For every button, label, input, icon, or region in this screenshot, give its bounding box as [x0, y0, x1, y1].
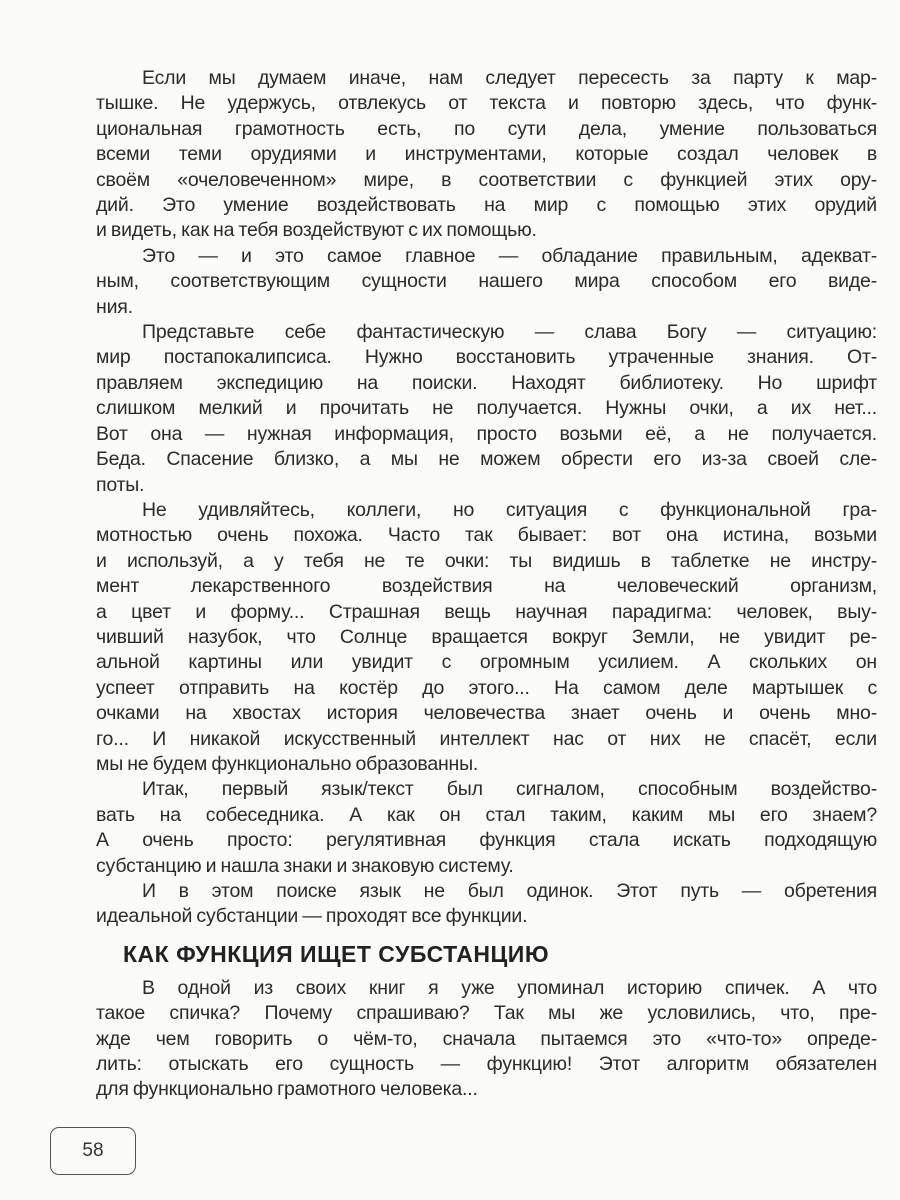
- text-line: и видеть, как на тебя воздействуют с их помощью.: [96, 219, 537, 242]
- text-line: правляем экспедицию на поиски. Находят библиотеку. Но шрифт: [96, 371, 877, 394]
- text-line: чивший назубок, что Солнце вращается вокруг Земли, не увидит ре-: [96, 625, 877, 648]
- text-line: мир постапокалипсиса. Нужно восстановить утраченные знания. От-: [96, 346, 877, 369]
- paragraph: [96, 320, 877, 498]
- text-line: для функционально грамотного человека...: [96, 1078, 478, 1101]
- text-line: Вот она — нужная информация, просто возьми её, а не получается.: [96, 422, 877, 445]
- text-line: такое спичка? Почему спрашиваю? Так мы же условились, что, пре-: [96, 1002, 877, 1025]
- text-line: дий. Это умение воздействовать на мир с помощью этих орудий: [96, 194, 877, 217]
- text-line: мотностью очень похожа. Часто так бывает: вот она истина, возьми: [96, 524, 877, 547]
- paragraph: [96, 66, 877, 244]
- text-line: своём «очеловеченном» мире, в соответствии с функцией этих ору-: [96, 168, 877, 191]
- text-line: всеми теми орудиями и инструментами, которые создал человек в: [96, 143, 877, 166]
- text-line: Это — и это самое главное — обладание правильным, адекват-: [142, 244, 877, 267]
- text-line: ния.: [96, 295, 133, 318]
- paragraph: [96, 879, 877, 930]
- paragraph: [96, 244, 877, 320]
- text-line: Итак, первый язык/текст был сигналом, способным воздейство-: [142, 778, 877, 801]
- paragraph: [96, 777, 877, 879]
- text-line: успеет отправить на костёр до этого... На самом деле мартышек с: [96, 676, 877, 699]
- text-line: поты.: [96, 473, 145, 496]
- text-line: Не удивляйтесь, коллеги, но ситуация с функциональной гра-: [142, 498, 877, 521]
- text-line: тышке. Не удержусь, отвлекусь от текста и повторю здесь, что функ-: [96, 92, 877, 115]
- page-content: [96, 66, 877, 1103]
- text-line: субстанцию и нашла знаки и знаковую систему.: [96, 854, 514, 877]
- text-line: и используй, а у тебя не те очки: ты видишь в таблетке не инстру-: [96, 549, 877, 572]
- text-line: жде чем говорить о чём-то, сначала пытаемся это «что-то» опреде-: [96, 1027, 877, 1050]
- text-line: И в этом поиске язык не был одинок. Этот путь — обретения: [142, 880, 877, 902]
- text-line: альной картины или увидит с огромным усилием. А скольких он: [96, 651, 877, 674]
- body-text: [96, 66, 877, 930]
- text-line: мы не будем функционально образованны.: [96, 752, 479, 775]
- text-line: очками на хвостах история человечества знает очень и очень мно-: [96, 702, 877, 725]
- text-line: го... И никакой искусственный интеллект нас от них не спасёт, если: [96, 727, 877, 750]
- text-line: А очень просто: регулятивная функция стала искать подходящую: [96, 829, 877, 852]
- section-text: [96, 976, 877, 1103]
- text-line: ным, соответствующим сущности нашего мира способом его виде-: [96, 270, 877, 293]
- text-line: лить: отыскать его сущность — функцию! Этот алгоритм обязателен: [96, 1053, 877, 1076]
- paragraph: [96, 976, 877, 1103]
- page-number-box: [50, 1127, 136, 1175]
- text-line: Беда. Спасение близко, а мы не можем обрести его из-за своей сле-: [96, 448, 877, 471]
- text-line: идеальной субстанции — проходят все функции.: [96, 905, 528, 928]
- text-line: циональная грамотность есть, по сути дела, умение пользоваться: [96, 117, 877, 140]
- paragraph: [96, 498, 877, 777]
- text-line: а цвет и форму... Страшная вещь научная парадигма: человек, выу-: [96, 600, 877, 623]
- text-line: слишком мелкий и прочитать не получается. Нужны очки, а их нет...: [96, 397, 877, 420]
- section-heading: КАК ФУНКЦИЯ ИЩЕТ СУБСТАНЦИЮ: [123, 940, 550, 967]
- text-line: Если мы думаем иначе, нам следует пересесть за парту к мар-: [142, 67, 877, 89]
- text-line: мент лекарственного воздействия на человеческий организм,: [96, 575, 877, 598]
- text-line: вать на собеседника. А как он стал таким, каким мы его знаем?: [96, 803, 877, 826]
- page-number: 58: [82, 1140, 104, 1161]
- text-line: В одной из своих книг я уже упоминал историю спичек. А что: [142, 976, 877, 999]
- text-line: Представьте себе фантастическую — слава Богу — ситуацию:: [142, 321, 877, 344]
